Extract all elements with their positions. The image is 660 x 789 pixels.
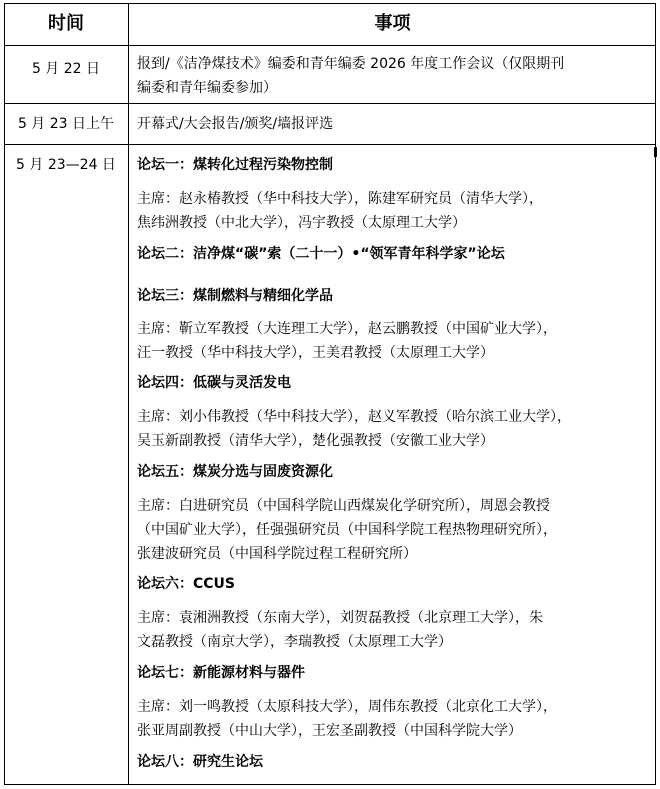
- column-divider: [128, 3, 129, 785]
- forum-title: 论坛三：煤制燃料与精细化学品: [137, 288, 333, 304]
- forum-chairs: 文磊教授（南京大学），李瑞教授（太原理工大学）: [137, 634, 452, 650]
- header-item: 事项: [374, 13, 411, 34]
- forum-chairs: 主席：刘小伟教授（华中科技大学），赵义军教授（哈尔滨工业大学），: [137, 409, 571, 425]
- forum-title: 论坛八：研究生论坛: [137, 754, 263, 770]
- row-divider: [4, 103, 656, 104]
- forum-title: 论坛一：煤转化过程污染物控制: [137, 157, 333, 173]
- row-item-line: 开幕式/大会报告/颁奖/墙报评选: [137, 116, 334, 132]
- forum-title: 论坛七：新能源材料与器件: [137, 665, 305, 681]
- row-time: 5 月 23—24 日: [16, 157, 116, 173]
- forum-chairs: （中国矿业大学），任强强研究员（中国科学院工程热物理研究所），: [137, 522, 557, 538]
- table-edge-mark: [654, 147, 657, 157]
- forum-chairs: 主席：赵永椿教授（华中科技大学），陈建军研究员（清华大学），: [137, 191, 543, 207]
- forum-chairs: 汪一教授（华中科技大学），王美君教授（太原理工大学）: [137, 345, 494, 361]
- row-time: 5 月 23 日上午: [17, 116, 115, 132]
- forum-chairs: 焦纬洲教授（中北大学），冯宇教授（太原理工大学）: [137, 215, 466, 231]
- forum-chairs: 张建波研究员（中国科学院过程工程研究所）: [137, 546, 417, 562]
- row-item-line: 报到/《洁净煤技术》编委和青年编委 2026 年度工作会议（仅限期刊: [137, 56, 565, 72]
- forum-title: 论坛五：煤炭分选与固废资源化: [137, 464, 333, 480]
- row-divider: [4, 45, 656, 46]
- header-time: 时间: [48, 13, 84, 34]
- forum-chairs: 张亚周副教授（中山大学），王宏圣副教授（中国科学院大学）: [137, 723, 522, 739]
- row-item-line: 编委和青年编委参加）: [137, 80, 277, 96]
- forum-chairs: 主席：袁湘洲教授（东南大学），刘贺磊教授（北京理工大学），朱: [137, 610, 543, 626]
- forum-chairs: 吴玉新副教授（清华大学），楚化强教授（安徽工业大学）: [137, 433, 494, 449]
- forum-title: 论坛六：CCUS: [137, 576, 235, 592]
- forum-title: 论坛四：低碳与灵活发电: [137, 375, 291, 391]
- forum-chairs: 主席：白进研究员（中国科学院山西煤炭化学研究所），周恩会教授: [137, 498, 550, 514]
- row-time: 5 月 22 日: [31, 61, 101, 77]
- forum-chairs: 主席：刘一鸣教授（太原科技大学），周伟东教授（北京化工大学），: [137, 699, 557, 715]
- forum-chairs: 主席：靳立军教授（大连理工大学），赵云鹏教授（中国矿业大学），: [137, 321, 557, 337]
- forum-title: 论坛二：洁净煤“碳”索（二十一）•“领军青年科学家”论坛: [137, 246, 505, 262]
- row-divider: [4, 144, 656, 145]
